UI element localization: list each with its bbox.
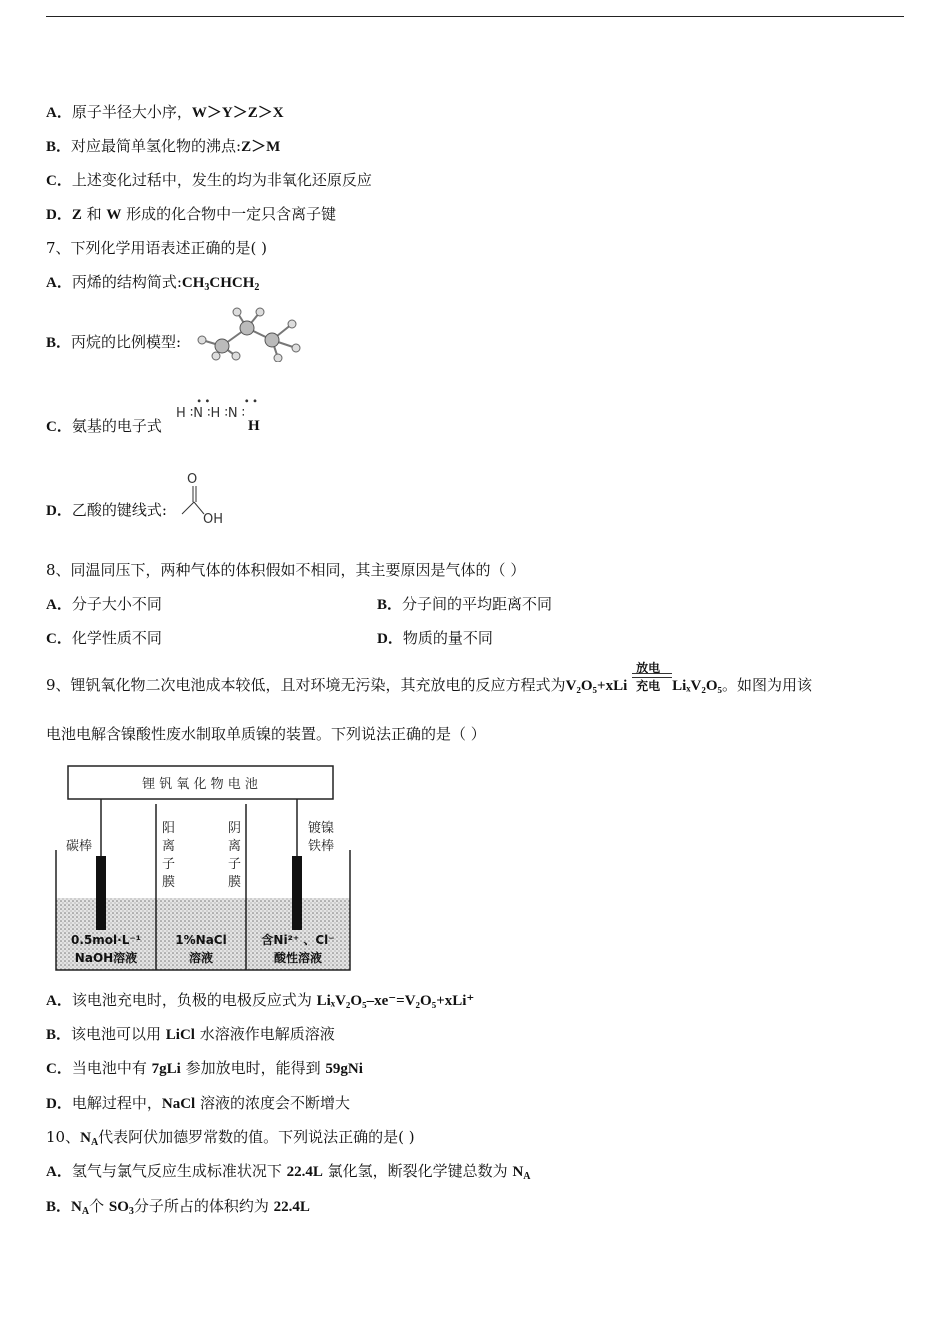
svg-text:阳: 阳 <box>162 821 176 836</box>
svg-text:膜: 膜 <box>162 875 176 890</box>
q7-stem: 7、下列化学用语表述正确的是( ) <box>46 239 268 257</box>
header-rule <box>46 16 904 17</box>
svg-text:膜: 膜 <box>228 875 242 890</box>
sol2-label-a: 1%NaCl <box>175 933 227 947</box>
q9-option-d: D．电解过程中，NaCl 溶液的浓度会不断增大 <box>46 1094 350 1112</box>
cation-membrane-label <box>162 821 175 890</box>
q7-option-b: B．丙烷的比例模型: <box>46 333 182 351</box>
q8-option-c: C．化学性质不同 <box>46 629 162 647</box>
q10-option-b: B．$N_A$个 $SO_3$分子所占的体积约为 22.4L <box>46 1197 310 1217</box>
sol1-label-a: 0.5mol·L⁻¹ <box>71 933 141 947</box>
q9-stem-line2: 电池电解含镍酸性废水制取单质镍的装置。下列说法正确的是（ ） <box>46 725 486 743</box>
rod-label-1: 镀镍 <box>308 821 335 836</box>
q6-option-c: C．上述变化过秳中，发生的均为非氧化还原反应 <box>46 171 372 189</box>
q9-option-b: B．该电池可以用 LiCl 水溶液作电解质溶液 <box>46 1025 335 1043</box>
nickel-iron-rod <box>292 856 302 930</box>
q6-option-b: B．对应最简单氢化物的沸点:Z＞M <box>46 137 281 155</box>
q6-option-a: A．原子半径大小序，W＞Y＞Z＞X <box>46 103 284 121</box>
svg-text:离: 离 <box>162 839 176 854</box>
q9-option-a: A．该电池充电时，负极的电极反应式为 LiₓV₂O₅–xe⁻=V₂O₅+xLi⁺ <box>46 991 475 1009</box>
amino-electron-formula: ∙∙ ∙∙ H ∶N ∶H ∶N ∶ <box>176 396 261 421</box>
acetic-o-label: O <box>187 472 198 487</box>
electrolysis-diagram <box>52 764 357 974</box>
svg-text:子: 子 <box>228 857 242 872</box>
q8-options-row2 <box>46 628 846 649</box>
reaction-arrow: 放电 充电 <box>632 676 672 696</box>
rod-label-2: 铁棒 <box>308 839 335 854</box>
svg-text:离: 离 <box>228 839 242 854</box>
sol2-label-b: 溶液 <box>188 951 214 965</box>
acetic-oh-label: OH <box>203 512 224 527</box>
q7-option-a: A．丙烯的结构简式$:CH_3CHCH_2$ <box>46 273 260 293</box>
acetic-acid-skeletal-image <box>178 470 238 528</box>
q7-option-c: C．氨基的电子式 <box>46 417 162 435</box>
q8-option-b: B．分子间的平均距离不同 <box>377 595 553 613</box>
sol3-label-a: 含Ni²⁺ 、Cl⁻ <box>261 933 335 947</box>
q10-option-a: A．氢气与氯气反应生成标准状况下 22.4L 氯化氢，断裂化学键总数为 $N_A$ <box>46 1162 531 1182</box>
q9-option-c: C．当电池中有 7gLi 参加放电时，能得到 59gNi <box>46 1059 363 1077</box>
sol1-label-b: NaOH溶液 <box>74 951 138 965</box>
q9-stem-line1: 9、锂钒氧化物二次电池成本较低，且对环境无污染，其充放电的反应方程式为V₂O₅+xLi 放电 充电 LiₓV₂O₅。如图为用该 <box>46 661 813 694</box>
q8-option-a: A．分子大小不同 <box>46 595 162 613</box>
q6-option-d: D．Z 和 W 形成的化合物中一定只含离子键 <box>46 205 337 223</box>
q7-option-d: D．乙酸的键线式: <box>46 501 167 519</box>
q8-option-d: D．物质的量不同 <box>377 629 493 647</box>
q10-stem: 10、$N_A$代表阿伏加德罗常数的值。下列说法正确的是( ) <box>46 1128 415 1148</box>
q8-options-row1 <box>46 594 846 615</box>
carbon-rod <box>96 856 106 930</box>
propane-model-image <box>192 300 307 362</box>
anion-membrane-label <box>228 821 241 890</box>
amino-h: H <box>248 418 260 434</box>
sol3-label-b: 酸性溶液 <box>273 951 323 965</box>
q8-stem: 8、同温同压下，两种气体的体积假如不相同，其主要原因是气体的（ ） <box>46 561 526 579</box>
svg-text:子: 子 <box>162 857 176 872</box>
svg-text:阴: 阴 <box>228 821 242 836</box>
battery-label: 锂 钒 氧 化 物 电 池 <box>142 777 258 792</box>
carbon-rod-label: 碳棒 <box>66 839 93 854</box>
